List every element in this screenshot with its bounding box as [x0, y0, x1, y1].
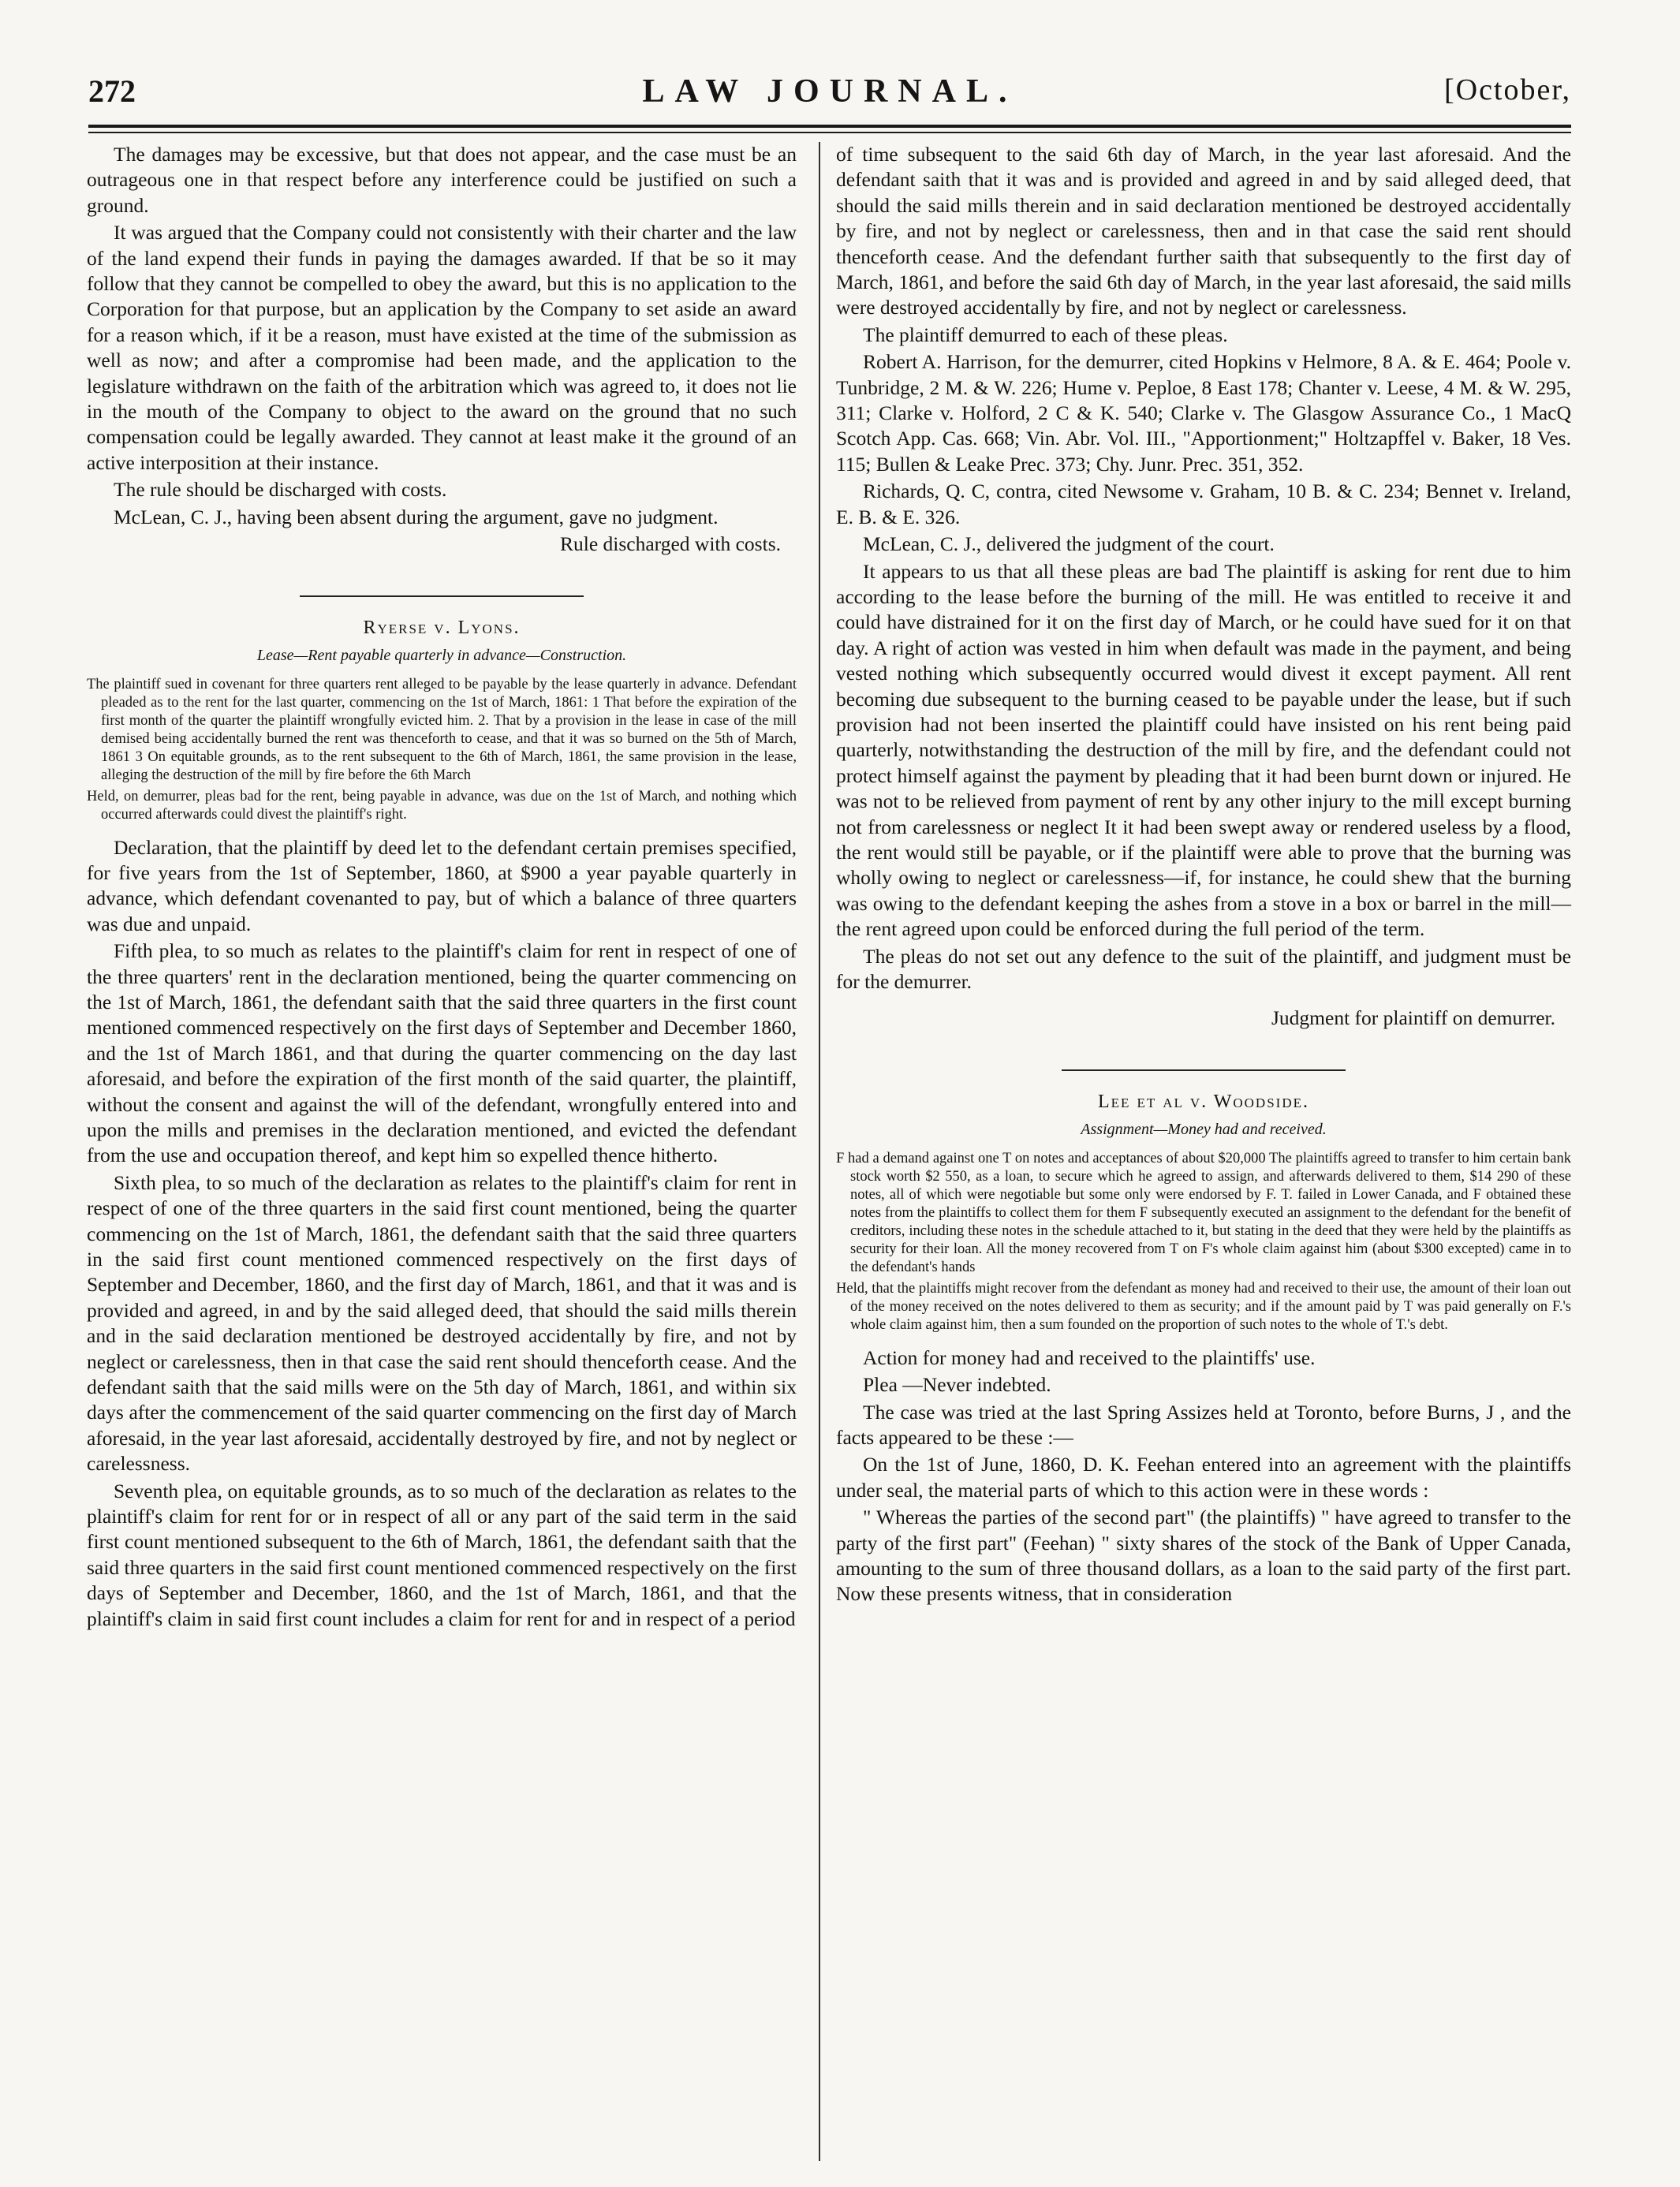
page-number: 272 — [88, 73, 136, 109]
paragraph: Sixth plea, to so much of the declaration as relates to the plaintiff's claim for rent in respect of one of the three quarters in the said first count mentioned, being the quarter commencing on the 1st of March, 1861, the defendant saith that the said three quarters in the said first count mentioned commenced respectively on the first days of September and December, 1860, and the first day of March, 1861, and that it was and is provided and agreed, in and by the said alleged deed, that should the said mills therein and in the said declaration mentioned be destroyed accidentally by fire, and not by neglect or carelessness, then in that case the said rent should thenceforth cease. And the defendant saith that the said mills were on the 5th day of March, 1861, and within six days after the commencement of the said quarter commencing on the first day of March aforesaid, in the year last aforesaid, accidentally destroyed by fire, and not by neglect or carelessness. — [87, 1170, 797, 1476]
paragraph: of time subsequent to the said 6th day of March, in the year last aforesaid. And the defendant saith that it was and is provided and agreed in and by said alleged deed, that should the said mills therein and in said declaration mentioned be destroyed accidentally by fire, and not by neglect or carelessness, then and in that case the said rent should thenceforth cease. And the defendant further saith that subsequently to the first day of March, 1861, and before the said 6th day of March, in the year last aforesaid, the said mills were destroyed accidentally by fire, and not by neglect or carelessness. — [836, 143, 1571, 319]
paragraph: Robert A. Harrison, for the demurrer, cited Hopkins v Helmore, 8 A. & E. 464; Poole v. Tunbridge, 2 M. & W. 226; Hume v. Peploe, 8 East 178; Chanter v. Leese, 4 M. & W. 295, 311; Clarke v. Holford, 2 C & K. 540; Clarke v. The Glasgow Assurance Co., 1 MacQ Scotch App. Cas. 668; Vin. Abr. Vol. III., "Apportionment;" Holtzapffel v. Baker, 18 Ves. 115; Bullen & Leake Prec. 373; Chy. Junr. Prec. 351, 352. — [836, 350, 1571, 476]
paragraph: The pleas do not set out any defence to the suit of the plaintiff, and judgment must be for the demurrer. — [836, 944, 1571, 993]
headnote-held: Held, on demurrer, pleas bad for the rent, being payable in advance, was due on the 1st of March, and nothing which occurred afterwards could divest the plaintiff's right. — [87, 788, 797, 823]
page-header — [88, 73, 1571, 128]
paragraph: The case was tried at the last Spring Assizes held at Toronto, before Burns, J , and the facts appeared to be these :— — [836, 1400, 1571, 1450]
paragraph: Seventh plea, on equitable grounds, as to so much of the declaration as relates to the plaintiff's claim for rent for or in respect of all or any part of the said term in the said first count mentioned subsequent to the 6th of March, 1861, the defendant saith that the said three quarters in the said first count mentioned commenced respectively on the first days of September and December, 1860, and the 1st of March, 1861, and that the plaintiff's claim in said first count includes a claim for rent for and in respect of a period — [87, 1479, 797, 1630]
paragraph: Richards, Q. C, contra, cited Newsome v. Graham, 10 B. & C. 234; Bennet v. Ireland, E. B. & E. 326. — [836, 480, 1571, 528]
column-divider — [819, 142, 820, 2161]
paragraph: It was argued that the Company could not consistently with their charter and the law of the land expend their funds in paying the damages awarded. If that be so it may follow that they cannot be compelled to obey the award, but this is no application to the Corporation for that purpose, but an application by the Company to set aside an award for a reason which, if it be a reason, must have existed at the time of the submission as well as now; and after a compromise had been made, and the application to the legislature withdrawn on the faith of the arbitration which was agreed to, it does not lie in the mouth of the Company to object to the award on the ground that no such compensation could be legally awarded. They cannot at least make it the ground of an active interposition at their instance. — [87, 221, 797, 474]
paragraph: McLean, C. J., delivered the judgment of the court. — [863, 532, 1275, 556]
paragraph: It appears to us that all these pleas are bad The plaintiff is asking for rent due to him according to the lease before the burning of the mill. He was entitled to receive it and could have distrained for it on the first day of March, or he could have sued for it on that day. A right of action was vested in him when default was made in the payment, and being vested nothing which subsequently occurred would divest it except payment. All rent becoming due subsequent to the burning ceased to be payable under the lease, but if such provision had not been inserted the plaintiff could have insisted on his rent being paid quarterly, notwithstanding the destruction of the mill by fire, and the defendant could not protect himself against the payment by pleading that it had been burnt down or injured. He was not to be relieved from payment of rent by any other injury to the mill except burning not from carelessness or neglect It it had been swept away or rendered useless by a flood, the rent would still be payable, or if the plaintiff were able to prove that the burning was wholly owing to neglect or carelessness—if, for instance, he could shew that the burning was owing to the defendant keeping the ashes from a stove in a box or barrel in the mill—the rent agreed upon could be enforced during the full period of the term. — [836, 559, 1571, 941]
case-subhead: Lease—Rent payable quarterly in advance—Construction. — [256, 646, 627, 664]
paragraph: Plea —Never indebted. — [863, 1373, 1051, 1397]
paragraph: On the 1st of June, 1860, D. K. Feehan entered into an agreement with the plaintiffs under seal, the material parts of which to this action were in these words : — [836, 1453, 1571, 1502]
journal-title: LAW JOURNAL. — [642, 73, 1017, 110]
headnote: The plaintiff sued in covenant for three quarters rent alleged to be payable by the lease quarterly in advance. Defendant pleaded as to the rent for the last quarter, commencing on the 1st of March, 1861: 1 That before the expiration of the first month of the quarter the plaintiff wrongfully evicted him. 2. That by a provision in the lease in case of the mill demised being accidentally burned the rent was thenceforth to cease, and that it was so burned on the 5th of March, 1861 3 On equitable grounds, as to the rent subsequent to the 6th of March, 1861, the same provision in the lease, alleging the destruction of the mill by fire before the 6th March — [87, 676, 797, 783]
section-rule — [300, 595, 584, 597]
headnote: F had a demand against one T on notes and acceptances of about $20,000 The plaintiffs agreed to transfer to him certain bank stock worth $2 550, as a loan, to secure which he agreed to assign, and afterwards delivered to them, $14 290 of these notes, all of which were negotiable but some only were endorsed by F. T. failed in Lower Canada, and F obtained these notes from the plaintiffs to collect them for them F subsequently executed an assignment to the defendant for the benefit of creditors, including these notes in the schedule attached to it, but stating in the deed that they were held by the plaintiffs as security for their loan. All the money recovered from T on F's whole claim against him (about $300 excepted) came in to the defendant's hands — [836, 1150, 1571, 1275]
right-column — [836, 142, 1571, 1609]
paragraph: Action for money had and received to the plaintiffs' use. — [863, 1345, 1316, 1369]
section-rule — [1062, 1069, 1346, 1071]
paragraph: The plaintiff demurred to each of these pleas. — [863, 323, 1228, 346]
case-title: Ryerse v. Lyons. — [363, 617, 521, 638]
case-subhead: Assignment—Money had and received. — [1081, 1120, 1327, 1138]
headnote-held: Held, that the plaintiffs might recover from the defendant as money had and received to their use, the amount of their loan out of the money received on the notes delivered to them as security; and if the amount paid by T was paid generally on F.'s whole claim against him, then a sum founded on the proportion of such notes to the whole of T.'s debt. — [836, 1280, 1571, 1333]
judgment: Judgment for plaintiff on demurrer. — [1271, 1006, 1555, 1030]
paragraph: Declaration, that the plaintiff by deed let to the defendant certain premises specified, for five years from the 1st of September, 1860, at $900 a year payable quarterly in advance, which defendant covenanted to pay, but of which a balance of three quarters was due and unpaid. — [87, 835, 797, 935]
ruling: Rule discharged with costs. — [560, 532, 781, 556]
paragraph: " Whereas the parties of the second part" (the plaintiffs) " have agreed to transfer to the party of the first part" (Feehan) " sixty shares of the stock of the Bank of Upper Canada, amounting to the sum of three thousand dollars, as a loan to the said party of the first part. Now these presents witness, that in consideration — [836, 1506, 1571, 1606]
paragraph: McLean, C. J., having been absent during the argument, gave no judgment. — [114, 505, 719, 528]
running-month: [October, — [1443, 73, 1571, 106]
paragraph: The damages may be excessive, but that does not appear, and the case must be an outrageous one in that respect before any interference could be justified on such a ground. — [87, 143, 797, 217]
header-rule-thin — [88, 132, 1571, 133]
paragraph: The rule should be discharged with costs. — [114, 478, 447, 502]
case-title: Lee et al v. Woodside. — [1098, 1091, 1309, 1112]
header-rule-thick — [88, 125, 1571, 128]
paragraph: Fifth plea, to so much as relates to the plaintiff's claim for rent in respect of one of the three quarters' rent in the declaration mentioned, being the quarter commencing on the 1st of March, 1861, the defendant saith that the said three quarters in the first count mentioned commenced respectively on the first days of September and December 1860, and the 1st of March 1861, and that during the quarter commencing on the day last aforesaid, and before the expiration of the first month of the said quarter, the plaintiff, without the consent and against the will of the defendant, wrongfully entered into and upon the mills and premises in the declaration mentioned, and evicted the defendant from the use and occupation thereof, and kept him so expelled thence hitherto. — [87, 939, 797, 1167]
left-column — [87, 142, 797, 1633]
